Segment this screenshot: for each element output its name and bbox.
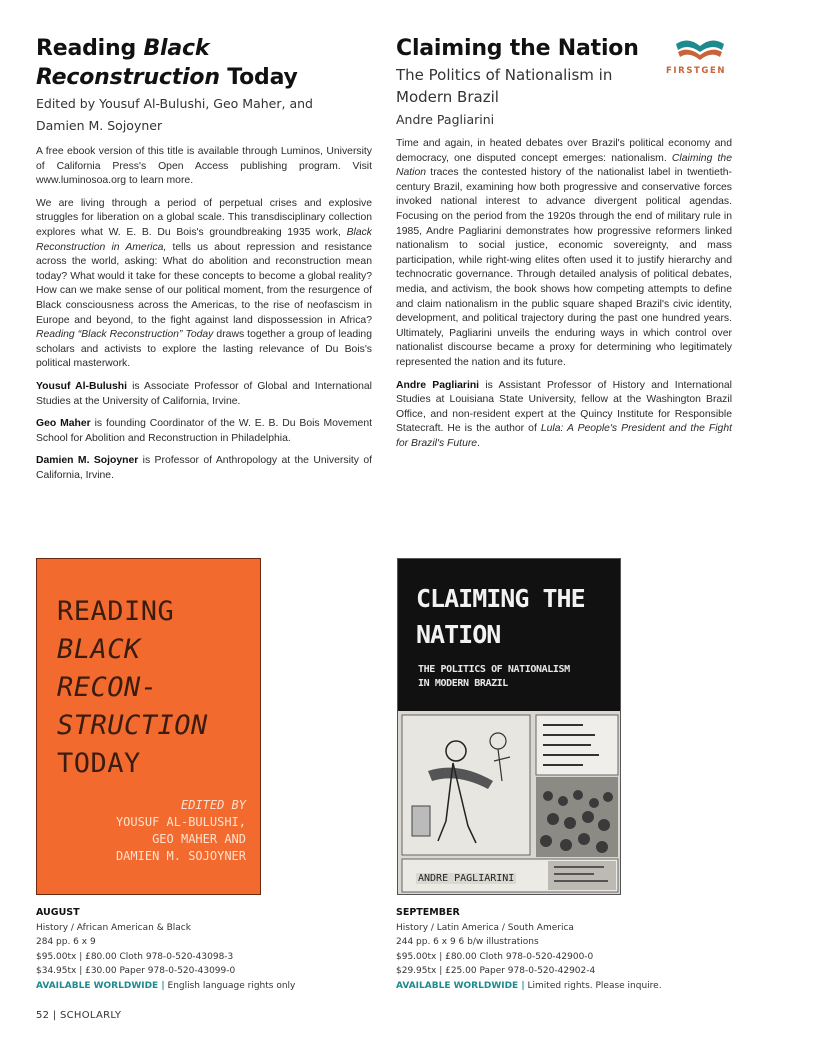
cover-title: READING BLACK RECON- STRUCTION TODAY [57, 596, 208, 779]
right-book-cover [397, 558, 621, 895]
firstgen-label: FIRSTGEN [666, 66, 727, 76]
right-specs: 244 pp. 6 x 9 6 b/w illustrations [396, 937, 539, 947]
left-book-column [36, 34, 372, 483]
left-book-meta [36, 906, 372, 993]
bio-pagliarini: Andre Pagliarini is Assistant Professor of History and International Studies at Louisiana State University, fellow at the Washington Brazil Office, and non-resident expert at the Quincy Institute for Responsible Statecraft. He is the author of Lula: A People's President and the Fight for Brazil's Future. [396, 379, 732, 449]
right-pub-month: SEPTEMBER [396, 907, 460, 918]
left-pub-month: AUGUST [36, 907, 80, 918]
right-rights: AVAILABLE WORLDWIDE | Limited rights. Please inquire. [396, 980, 662, 991]
left-rights: AVAILABLE WORLDWIDE | English language rights only [36, 980, 296, 991]
cover-title: CLAIMING THE NATION [416, 584, 585, 649]
right-book-title: Claiming the Nation [396, 36, 639, 61]
left-summary: We are living through a period of perpetual crises and explosive struggles for liberation on a global scale. This transdisciplinary collection explores what W. E. B. Du Bois's groundbreaking 1935 work, Black Reconstruction in America, tells us about repression and resistance across the world, asking: What do abolition and reconstruction mean today? What would it take for these concepts to become a global reality? How can we make sense of our political moment, from the resurgence of Black consciousness across the Americas, to the rise of neofascism in Europe and beyond, to the fight against land dispossession in Africa? Reading “Black Reconstruction” Today draws together a group of leading scholars and activists to explore the lasting relevance of Du Bois's political masterwork. [36, 197, 373, 370]
left-cloth-price: $95.00tx | £80.00 Cloth 978-0-520-43098-3 [36, 951, 234, 962]
bio-maher: Geo Maher is founding Coordinator of the W. E. B. Du Bois Movement School for Abolition and Reconstruction in Philadelphia. [36, 418, 372, 444]
right-subjects: History / Latin America / South America [396, 922, 574, 933]
left-subjects: History / African American & Black [36, 922, 191, 933]
right-author: Andre Pagliarini [396, 112, 495, 127]
right-summary: Time and again, in heated debates over Brazil's political economy and democracy, one disputed concept emerges: nationalism. Claiming the Nation traces the contested history of the nationalist label in twentieth-century Brazil, examining how both progressive and conservative forces invoked national interest to advance divergent political agendas. Focusing on the period from the 1920s through the end of military rule in 1985, Andre Pagliarini demonstrates how progressive reformers linked nationalism to social justice, economic sovereignty, and mass participation, while right-wing elites often used it to justify hierarchy and technocratic governance. Through detailed analysis of political debates, media, and activism, the book shows how competing attempts to define and claim nationalism in the public square shaped Brazil's civic identity, development, and political trajectory during the past one hundred years. Ultimately, Pagliarini unveils the enduring ways in which control over nationalist discourse became a proxy for determining who legitimately represented the nation and its future. [396, 138, 732, 368]
cover-illustration-icon [398, 711, 621, 895]
right-paper-price: $29.95tx | £25.00 Paper 978-0-520-42902-4 [396, 966, 596, 976]
bio-sojoyner: Damien M. Sojoyner is Professor of Anthropology at the University of California, Irvine. [36, 455, 372, 481]
left-specs: 284 pp. 6 x 9 [36, 937, 96, 947]
page-footer: 52 | SCHOLARLY [36, 1010, 122, 1021]
left-book-cover [36, 558, 261, 895]
cover-author: ANDRE PAGLIARINI [418, 873, 515, 884]
bio-al-bulushi: Yousuf Al-Bulushi is Associate Professor of Global and International Studies at the University of California, Irvine. [36, 380, 372, 407]
right-book-subtitle: The Politics of Nationalism in Modern Brazil [396, 66, 613, 106]
left-book-title: Reading Black Reconstruction Today [36, 36, 298, 90]
cover-subtitle: THE POLITICS OF NATIONALISM IN MODERN BRAZIL [418, 664, 570, 689]
left-description [36, 145, 372, 483]
left-paper-price: $34.95tx | £30.00 Paper 978-0-520-43099-0 [36, 966, 236, 976]
left-editors: Edited by Yousuf Al-Bulushi, Geo Maher, and Damien M. Sojoyner [36, 96, 313, 133]
right-book-meta [396, 906, 732, 993]
right-book-column [396, 34, 732, 451]
cover-editors: EDITED BY YOUSUF AL-BULUSHI, GEO MAHER AND DAMIEN M. SOJOYNER [115, 798, 246, 863]
right-description [396, 137, 732, 451]
open-access-note: A free ebook version of this title is available through Luminos, University of California Press's Open Access publishing program. Visit www.luminosoa.org to learn more. [36, 146, 372, 187]
right-cloth-price: $95.00tx | £80.00 Cloth 978-0-520-42900-0 [396, 951, 594, 962]
